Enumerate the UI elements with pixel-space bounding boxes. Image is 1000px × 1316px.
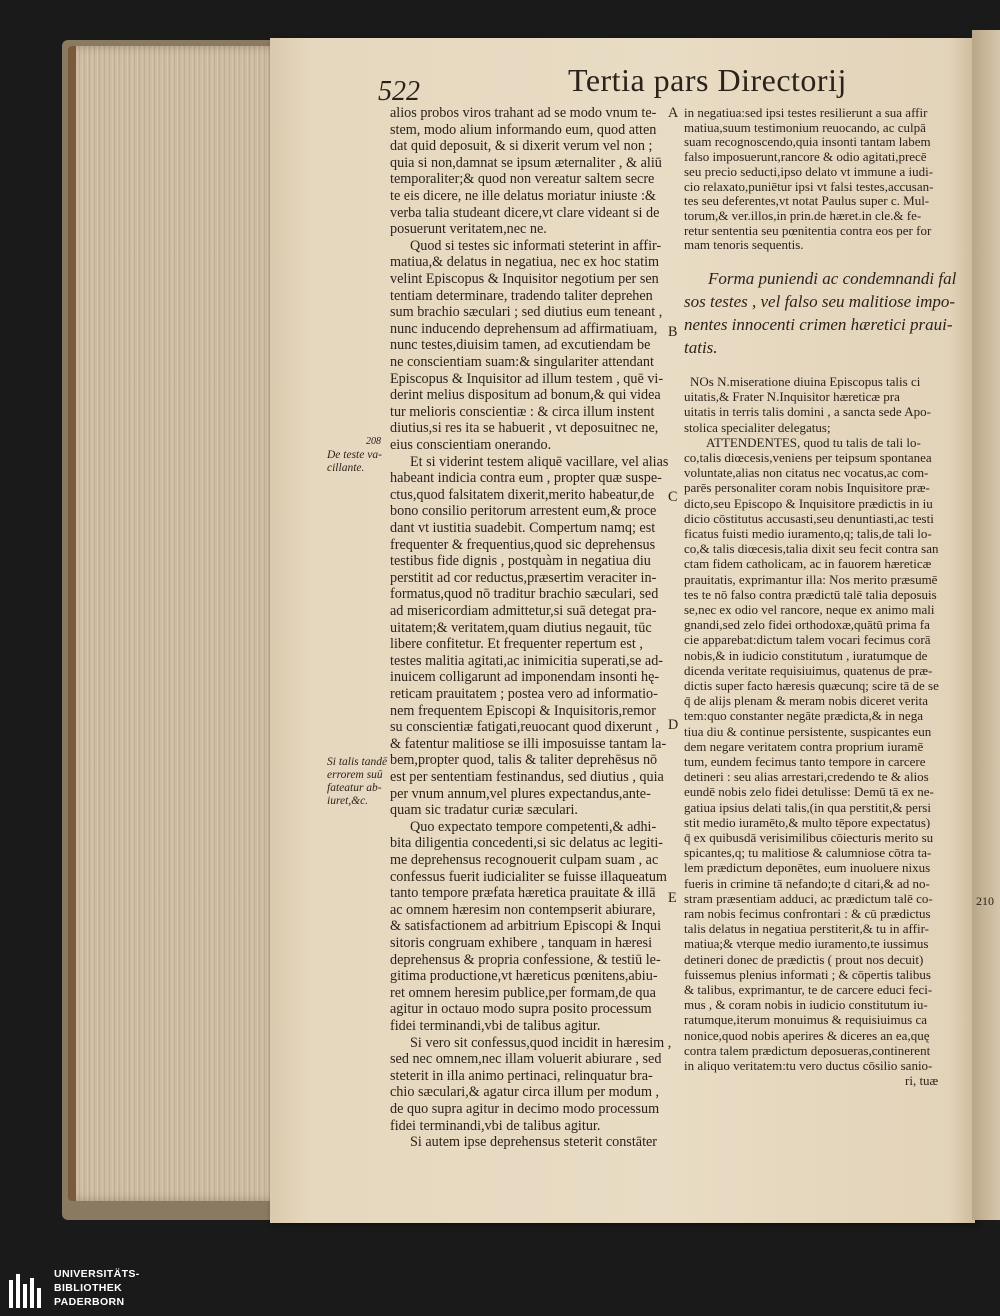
text-line: per vnum annum,vel plures expectandus,ante- xyxy=(390,785,651,802)
text-line: ne conscientiam suam:& singulariter attendant xyxy=(390,354,654,370)
text-line: Quo expectato tempore competenti,& adhi- xyxy=(410,818,657,835)
text-line: seu precio seducti,ipso delato vt immune a iudi- xyxy=(684,163,934,179)
text-line: lem prædictum deponētes, eum inuoluere nixus xyxy=(684,860,931,876)
text-line: falso imposuerunt,rancore & odio agitati,precē xyxy=(684,149,927,165)
text-line: sed nec omnem,nec illam voluerit abiurare , sed xyxy=(390,1051,662,1068)
section-letter: C xyxy=(668,489,678,505)
text-line: ctam fidem catholicam, ac in fauorem hæreticæ xyxy=(684,556,932,572)
text-line: confessus fuerit iudicialiter se fuisse illaqueatum xyxy=(390,868,667,885)
text-line: Et si viderint testem aliquē vacillare, vel alias xyxy=(410,453,669,470)
text-line: gnandi,sed zelo fidei orthodoxæ,quātū prima fa xyxy=(684,617,930,633)
text-line: reticam prauitatem ; postea vero ad informatio- xyxy=(390,686,658,702)
margin-note: errorem suū xyxy=(327,769,383,781)
text-line: alios probos viros trahant ad se modo vnum te- xyxy=(390,105,657,121)
text-line: verba talia studeant dicere,vt clare videant si de xyxy=(390,204,660,221)
text-line: stem, modo alium informando eum, quod atten xyxy=(390,121,657,138)
text-line: dicio cōstitutus accusasti,seu denuntiasti,ac testi xyxy=(684,510,934,526)
text-line: retur sententia seu pœnitentia contra eos per for xyxy=(684,222,932,238)
section-letter: B xyxy=(668,324,678,340)
text-line: NOs N.miseratione diuina Episcopus talis ci xyxy=(690,374,921,389)
text-line: steterit in illa animo pertinaci, relinquatur bra- xyxy=(390,1067,653,1084)
text-line: matiua,suum testimonium reuocando, ac culpā xyxy=(684,119,926,135)
section-letter: A xyxy=(668,105,679,121)
text-line: agitur in octauo modo supra posito processum xyxy=(390,1001,652,1018)
text-line: Si vero sit confessus,quod incidit in hæresim , xyxy=(410,1034,672,1051)
text-line: co,& talis diœcesis,talia dixit seu fecit contra san xyxy=(684,541,939,557)
text-line: co,talis diœcesis,veniens per teipsum spontanea xyxy=(684,450,932,465)
text-line: mus , & coram nobis in iudicio constitutum iu- xyxy=(684,997,928,1013)
text-line: tes te nō falso contra prædictū talē talia deposuis xyxy=(684,586,937,602)
text-line: nunc testes,diuisim tamen, ad excutiendam be xyxy=(390,337,651,354)
catchword: ri, tuæ xyxy=(905,1073,939,1089)
text-line: tanto tempore præfata hæretica prauitate & illā xyxy=(390,885,656,902)
text-line: perstitit ad cor reductus,præsertim veraciter in- xyxy=(390,569,657,586)
text-line: q̄ de alijs plenam & meram nobis diceret verita xyxy=(684,693,929,709)
text-line: dant vt iustitia suadebit. Compertum namq; est xyxy=(390,520,656,536)
section-heading: tatis. xyxy=(684,338,718,357)
text-line: ad misericordiam admittetur,si suā detegat pra- xyxy=(390,603,657,619)
text-line: in negatiua:sed ipsi testes resilierunt a sua affir xyxy=(684,105,928,120)
text-line: fuissemus plenius informati ; & cōpertis talibus xyxy=(684,966,931,982)
text-line: derint melius dispositum ad bonum,& qui videa xyxy=(390,387,661,404)
right-page-edge xyxy=(972,30,1000,1220)
text-line: te eis dicere, ne ille delatus moriatur iniuste :& xyxy=(390,188,656,204)
text-line: diutius,si res ita se habuerit , vt deposuitnec ne, xyxy=(390,420,659,437)
text-line: in aliquo veritatem:tu vero ductus cōsilio sanio- xyxy=(684,1058,933,1073)
text-line: dictis super facto hæresis quæcunq; scire tā de se xyxy=(684,678,939,693)
section-heading: Forma puniendi ac condemnandi fal xyxy=(708,269,957,288)
text-line: nobis,& in iudicio constitutum , iuratumque de xyxy=(684,647,928,663)
page-number: 522 xyxy=(378,76,420,107)
logo-line-3: PADERBORN xyxy=(54,1296,125,1308)
text-line: nunc inducendo deprehensum ad affirmatiuam, xyxy=(390,320,658,337)
logo-line-1: UNIVERSITÄTS- xyxy=(54,1268,140,1280)
text-line: uitatis,& Frater N.Inquisitor hæreticæ pra xyxy=(684,389,900,405)
margin-note: fateatur ab- xyxy=(327,782,382,794)
text-line: quia si non,damnat se ipsum æternaliter , & aliū xyxy=(390,154,662,171)
text-line: ret omnem heresim publice,per formam,de qua xyxy=(390,984,656,1001)
margin-note: iuret,&c. xyxy=(327,795,369,807)
text-line: cie apparebat:dictum talem vocari fecimus corā xyxy=(684,632,931,648)
facing-page-fragment: 210 xyxy=(976,894,994,908)
footer-bar xyxy=(0,1265,1000,1316)
section-letter: D xyxy=(668,717,679,733)
text-line: ratumque,iterum monuimus & requisiuimus ca xyxy=(684,1012,927,1028)
text-line: cio relaxato,puniētur ipsi vt falsi testes,accusan- xyxy=(684,178,934,194)
margin-note: Si talis tandē xyxy=(327,756,388,768)
text-line: se,nec ex odio vel rancore, neque ex animo mali xyxy=(684,602,935,617)
text-line: bono consilio peritorum arrestent eum,& proce xyxy=(390,503,657,520)
text-line: voluntate,alias non citatus nec vocatus,ac com- xyxy=(684,465,929,481)
text-line: dat quid deposuit, & si dixerit verum vel non ; xyxy=(390,138,653,155)
margin-note: cillante. xyxy=(327,462,365,474)
section-letter: E xyxy=(668,890,677,906)
text-line: dicenda veritate requisiuimus, quatenus de præ- xyxy=(684,662,933,678)
text-line: tem:quo constanter negāte prædicta,& in nega xyxy=(684,708,923,724)
text-line: tur melioris conscientiæ : & circa illum instent xyxy=(390,403,655,420)
text-line: Episcopus & Inquisitor ad illum testem , quē vi- xyxy=(390,370,664,387)
text-line: formatus,quod nō traditur brachio sæculari, sed xyxy=(390,586,659,603)
text-line: dem negare veritatem contra proprium iuramē xyxy=(684,738,924,754)
margin-note-number: 208 xyxy=(366,436,381,447)
text-line: Quod si testes sic informati steterint in affir- xyxy=(410,237,662,254)
text-line: stit medio iuramēto,& multo tēpore expectatus) xyxy=(684,814,931,830)
section-heading: nentes innocenti crimen hæretici praui- xyxy=(684,315,953,334)
text-line: fidei terminandi,vbi de talibus agitur. xyxy=(390,1117,601,1134)
text-line: parēs personaliter coram nobis Inquisitore præ- xyxy=(684,480,930,496)
text-line: me deprehensus recognouerit culpam suam , ac xyxy=(390,852,659,868)
text-line: ficatus fuisti medio iuramento,q; talis,de tali lo- xyxy=(684,526,932,541)
text-line: talis delatus in negatiua perstiterit,& tu in affir- xyxy=(684,921,929,937)
text-line: bita diligentia concedenti,si sic delatus ac legiti- xyxy=(390,835,664,852)
text-line: ac omnem hæresim non contempserit abiurare, xyxy=(390,901,656,918)
text-line: chio sæculari,& agatur circa illum per modum , xyxy=(390,1084,660,1101)
text-line: uitatis in terris talis domini , a sancta sede Apo- xyxy=(684,404,931,420)
text-line: quam sic tradatur curiæ sæculari. xyxy=(390,802,578,819)
text-line: habeant indicia contra eum , propter quæ suspe- xyxy=(390,470,662,487)
text-line: tum, eundem fecimus tanto tempore in carcere xyxy=(684,754,926,769)
library-logo-icon xyxy=(6,1270,46,1310)
margin-note: De teste va- xyxy=(327,449,382,461)
text-line: deprehensus & propria confessione, & testiū le- xyxy=(390,951,661,968)
text-line: tes seu deferentes,vt notat Paulus super c. Mul- xyxy=(684,193,930,209)
text-line: q̄ ex quibusdā verisimilibus cōiecturis merito su xyxy=(684,830,934,845)
text-line: contra talem prædictum deposueras,continerent xyxy=(684,1042,931,1058)
text-line: ctus,quod falsitatem dixerit,merito habeatur,de xyxy=(390,486,655,503)
running-head: Tertia pars Directorij xyxy=(568,62,847,98)
text-line: spicantes,q; tu malitiose & calumniose cōtra ta- xyxy=(684,845,932,861)
text-line: bem,propter quod, talis & taliter deprehēsus nō xyxy=(390,752,658,769)
text-line: dicto,seu Episcopo & Inquisitore prædictis in iu xyxy=(684,495,933,511)
text-line: est per sententiam festinandus, sed diutius , quia xyxy=(390,769,664,785)
text-line: testes malitia agitati,ac inimicitia superati,se ad- xyxy=(390,652,664,669)
text-line: ram nobis fecimus confrontari : & cū prædictus xyxy=(684,906,931,921)
text-line: mam tenoris sequentis. xyxy=(684,237,804,253)
text-line: Si autem ipse deprehensus steterit constāter xyxy=(410,1134,658,1151)
text-line: matiua,& delatus in negatiua, nec ex hoc statim xyxy=(390,254,660,271)
text-line: nonice,quod nobis aperires & diceres an ea,quę xyxy=(684,1027,930,1043)
text-line: frequenter & frequentius,quod sic deprehensus xyxy=(390,536,656,553)
text-line: & talibus, exprimantur, te de carcere educi feci- xyxy=(684,982,933,997)
text-line: fueris in crimine tā nefando;te d citari,& ad no- xyxy=(684,875,930,891)
text-line: testibus fide dignis , postquàm in negatiua diu xyxy=(390,553,651,570)
text-line: libere confitetur. Et frequenter repertum est , xyxy=(390,636,643,653)
text-line: & fatentur malitiose se illi imposuisse tantam la- xyxy=(390,735,667,752)
text-line: sum brachio sæculari ; sed diutius eum teneant , xyxy=(390,304,663,321)
text-line: eundē nobis zelo fidei detulisse: Demū tā ex ne- xyxy=(684,784,934,800)
text-line: stram præsentiam adduci, ac prædictum talē co- xyxy=(684,890,933,906)
text-line: detineri : seu alias arrestari,credendo te & alios xyxy=(684,769,929,785)
text-line: detineri donec de prædictis ( prout nos decuit) xyxy=(684,951,924,967)
text-line: & satisfactionem ad arbitrium Episcopi & Inqui xyxy=(390,918,662,935)
text-line: matiua;& vterque medio iuramento,te iussimus xyxy=(684,936,929,952)
text-line: inuicem colligarunt ad imponendam insonti hę- xyxy=(390,669,660,686)
text-line: de quo supra agitur in decimo modo processum xyxy=(390,1101,660,1117)
text-line: ATTENDENTES, quod tu talis de tali lo- xyxy=(706,434,921,450)
logo-line-2: BIBLIOTHEK xyxy=(54,1282,123,1294)
text-line: torum,& ver.illos,in prin.de hæret.in cle.& fe- xyxy=(684,207,922,223)
text-line: posuerunt veritatem,nec ne. xyxy=(390,221,547,238)
text-line: velint Episcopus & Inquisitor negotium per sen xyxy=(390,271,659,287)
text-line: stolica specialiter delegatus; xyxy=(684,419,831,435)
text-line: temporaliter;& quod non vereatur saltem secre xyxy=(390,171,655,188)
text-line: eius conscientiam onerando. xyxy=(390,437,552,453)
section-heading: sos testes , vel falso seu malitiose impo- xyxy=(684,292,956,311)
text-line: tentiam determinare, tradendo taliter deprehen xyxy=(390,287,653,304)
text-line: sitoris congruam exhibere , tanquam in hæresi xyxy=(390,935,653,951)
text-line: gatiua ipsius delati talis,(in qua perstitit,& persi xyxy=(684,799,931,815)
text-line: gitima productione,vt hæreticus pœnitens,abiu- xyxy=(390,968,658,985)
text-line: tiua diu & continue persistente, suspicantes eun xyxy=(684,723,932,739)
text-line: fidei terminandi,vbi de talibus agitur. xyxy=(390,1018,601,1034)
text-line: uitatem;& veritatem,quam diutius negauit, tūc xyxy=(390,619,652,636)
text-line: suam recognoscendo,quia insonti tantam labem xyxy=(684,134,931,150)
page-edges xyxy=(68,46,286,1201)
text-line: nem frequentem Episcopi & Inquisitoris,remor xyxy=(390,702,656,719)
text-line: prauitatis, exprimantur illa: Nos merito præsumē xyxy=(684,571,938,587)
text-line: su conscientiæ fatigati,reuocant quod dixerunt , xyxy=(390,719,660,736)
